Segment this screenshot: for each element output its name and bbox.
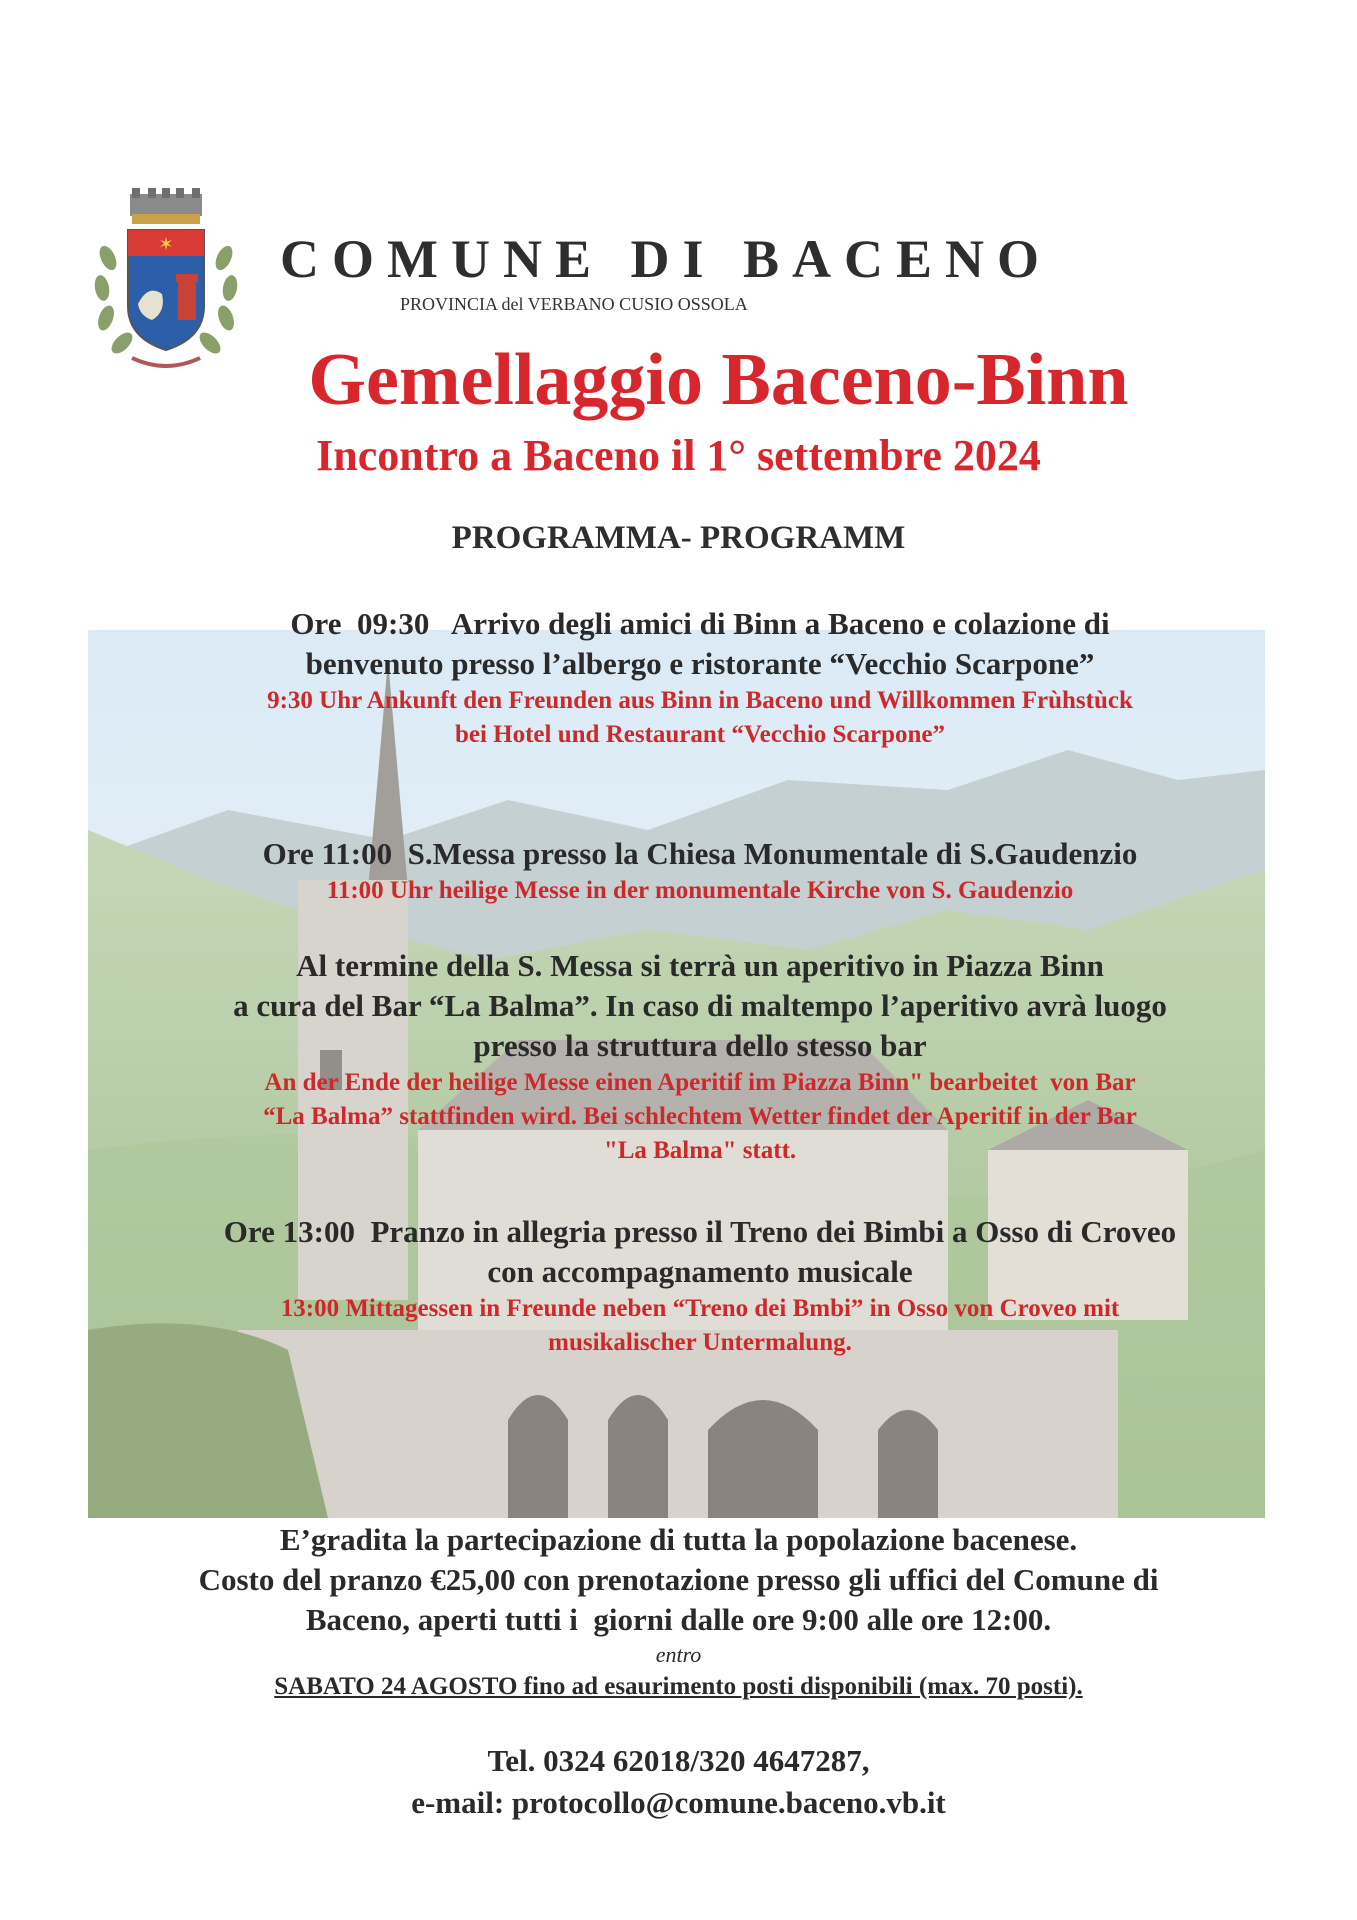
event-subtitle-text: Incontro a Baceno il 1° settembre 2024 <box>316 431 1041 480</box>
schedule-item <box>140 1212 1260 1360</box>
phone-number: Tel. 0324 62018/320 4647287, <box>487 1743 870 1778</box>
booking-deadline: SABATO 24 AGOSTO fino ad esaurimento posti disponibili (max. 70 posti). <box>274 1673 1083 1700</box>
schedule-item-german: 11:00 Uhr heilige Messe in der monumentale Kirche von S. Gaudenzio <box>326 877 1074 904</box>
schedule-item-italian: Ore 13:00 Pranzo in allegria presso il Treno dei Bimbi a Osso di Croveo con accompagnamento musicale <box>223 1214 1177 1289</box>
province-name: PROVINCIA del VERBANO CUSIO OSSOLA <box>400 294 748 314</box>
entro-text: entro <box>655 1642 702 1667</box>
schedule-item-german: 9:30 Uhr Ankunft den Freunden aus Binn in Baceno und Willkommen Frùhstùck bei Hotel und Restaurant “Vecchio Scarpone” <box>267 687 1133 748</box>
event-title-text: Gemellaggio Baceno-Binn <box>308 339 1129 421</box>
schedule-item-italian: Al termine della S. Messa si terrà un aperitivo in Piazza Binn a cura del Bar “La Balma”. In caso di maltempo l’aperitivo avrà luogo presso la struttura dello stesso bar <box>233 948 1167 1063</box>
schedule-item <box>140 604 1260 752</box>
contact-info <box>0 1740 1357 1824</box>
event-subtitle <box>0 430 1357 481</box>
municipality-name: COMUNE DI BACENO <box>280 229 1053 289</box>
event-title <box>0 338 1357 423</box>
schedule-item-italian: Ore 09:30 Arrivo degli amici di Binn a Baceno e colazione di benvenuto presso l’albergo e ristorante “Vecchio Scarpone” <box>290 606 1110 681</box>
schedule-item-german: An der Ende der heilige Messe einen Aperitif im Piazza Binn" bearbeitet von Bar “La Balma” stattfinden wird. Bei schlechtem Wetter findet der Aperitif in der Bar "La Balma" statt. <box>263 1069 1137 1164</box>
svg-text:✶: ✶ <box>158 234 174 255</box>
email-address: e-mail: protocollo@comune.baceno.vb.it <box>411 1785 946 1820</box>
schedule-item-german: 13:00 Mittagessen in Freunde neben “Treno dei Bmbi” in Osso von Croveo mit musikalischer Untermalung. <box>280 1295 1120 1356</box>
program-heading: PROGRAMMA- PROGRAMM <box>451 520 906 556</box>
footer-info <box>0 1520 1357 1704</box>
schedule-item <box>140 946 1260 1168</box>
schedule-item <box>140 834 1260 908</box>
schedule-item-italian: Ore 11:00 S.Messa presso la Chiesa Monumentale di S.Gaudenzio <box>262 836 1138 871</box>
invitation-text: E’gradita la partecipazione di tutta la popolazione bacenese. Costo del pranzo €25,00 con prenotazione presso gli uffici del Comune di Baceno, aperti tutti i giorni dalle ore 9:00 alle ore 12:00. <box>198 1522 1159 1637</box>
